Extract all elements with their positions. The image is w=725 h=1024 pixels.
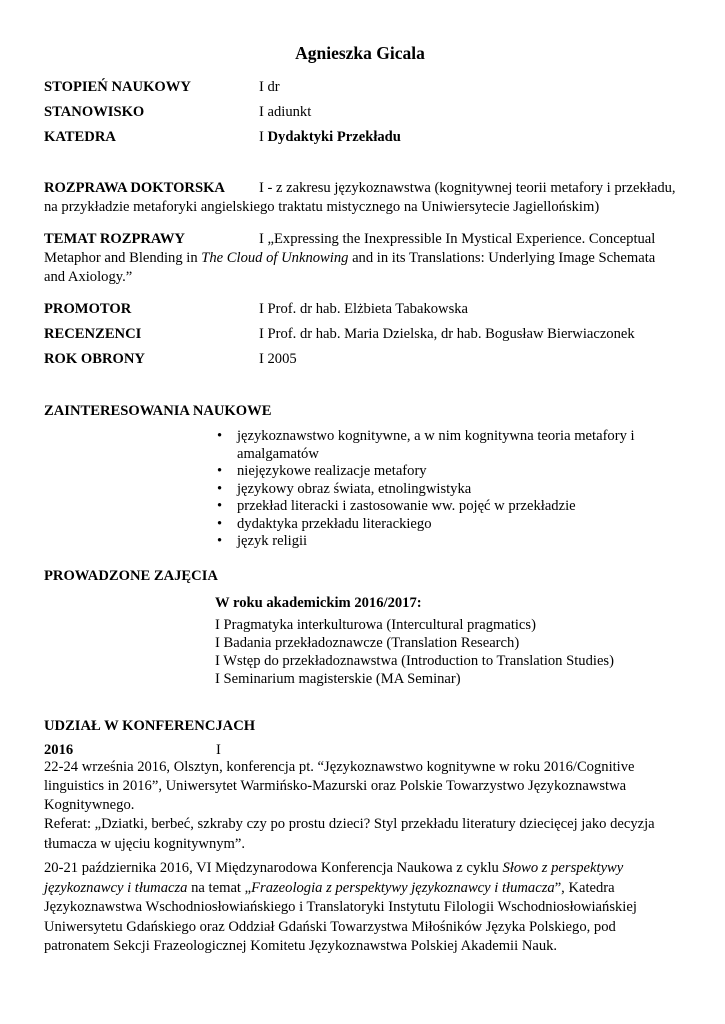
topic-label: TEMAT ROZPRAWY (44, 231, 185, 247)
conference-item (44, 758, 684, 854)
topic-line2 (44, 249, 684, 268)
conference-1-line1: 22-24 września 2016, Olsztyn, konferencja pt. “Językoznawstwo kognitywne w roku 2016/Cognitive (44, 759, 635, 775)
list-item: • przekład literacki i zastosowanie ww. pojęć w przekładzie (217, 498, 576, 514)
bullet-icon: • (217, 480, 223, 497)
course-item: I Seminarium magisterskie (MA Seminar) (215, 671, 461, 687)
page-title: Agnieszka Gicala (295, 43, 425, 63)
interests-heading: ZAINTERESOWANIA NAUKOWE (44, 403, 272, 419)
topic-block (44, 230, 684, 287)
dissertation-line1: I - z zakresu językoznawstwa (kognitywnej teorii metafory i przekładu, (259, 180, 676, 196)
courses-subheading: W roku akademickim 2016/2017: (215, 595, 422, 611)
conference-2-line2: językoznawcy i tłumacza na temat „Frazeologia z perspektywy językoznawcy i tłumacza”, Katedra (44, 879, 615, 896)
conference-1-line4: Referat: „Dziatki, berbeć, szkraby czy po prostu dzieci? Styl przekładu literatury dziecięcej jako decyzja (44, 816, 655, 832)
position-value: I adiunkt (259, 104, 312, 120)
reviewers-value: I Prof. dr hab. Maria Dzielska, dr hab. Bogusław Bierwiaczonek (259, 326, 635, 342)
department-label: KATEDRA (44, 129, 116, 145)
bullet-icon: • (217, 515, 223, 532)
course-item: I Wstęp do przekładoznawstwa (Introduction to Translation Studies) (215, 653, 614, 669)
conference-1-line2: linguistics in 2016”, Uniwersytet Warmińsko-Mazurski oraz Polskie Towarzystwo Językoznawstwa (44, 778, 627, 794)
conference-year-mark: I (216, 742, 221, 758)
conference-1-line3: Kognitywnego. (44, 797, 135, 813)
list-item: • niejęzykowe realizacje metafory (217, 463, 427, 479)
conference-2-line1: 20-21 października 2016, VI Międzynarodowa Konferencja Naukowa z cyklu Słowo z perspektywy (44, 860, 624, 876)
conference-2-line5: patronatem Sekcji Frazeologicznej Komitetu Językoznawstwa Polskiej Akademii Nauk. (44, 938, 558, 955)
dissertation-line2: na przykładzie metaforyki angielskiego traktatu mistycznego na Uniwiersytecie Jagiellońskim) (44, 199, 600, 215)
course-item: I Pragmatyka interkulturowa (Intercultural pragmatics) (215, 617, 536, 633)
bullet-icon: • (217, 533, 223, 549)
reviewers-label: RECENZENCI (44, 326, 142, 342)
position-label: STANOWISKO (44, 104, 145, 120)
conference-1-line5: tłumacza w ujęciu kognitywnym”. (44, 835, 246, 852)
topic-book-title: The Cloud of Unknowing (201, 250, 349, 266)
dissertation-label: ROZPRAWA DOKTORSKA (44, 180, 225, 196)
bullet-icon: • (217, 498, 223, 514)
degree-value: I dr (259, 79, 280, 95)
courses-heading: PROWADZONE ZAJĘCIA (44, 568, 218, 584)
conferences-heading: UDZIAŁ W KONFERENCJACH (44, 718, 256, 734)
course-item: I Badania przekładoznawcze (Translation Research) (215, 635, 520, 651)
interests-list (215, 428, 665, 551)
year-label: ROK OBRONY (44, 351, 145, 367)
conference-item (44, 859, 684, 957)
conference-2-line3: Językoznawstwa Wschodniosłowiańskiego i Translatoryki Instytutu Filologii Wschodniosłowiańskiej (44, 899, 637, 916)
topic-line3: and Axiology.” (44, 269, 133, 285)
dissertation-block (44, 179, 684, 217)
conference-year: 2016 (44, 742, 74, 758)
degree-label: STOPIEŃ NAUKOWY (44, 79, 191, 95)
bullet-icon: • (217, 463, 223, 479)
promotor-value: I Prof. dr hab. Elżbieta Tabakowska (259, 301, 469, 317)
department-name: Dydaktyki Przekładu (267, 129, 401, 145)
conference-2-line4: Uniwersytetu Gdańskiego oraz Oddział Gdański Towarzystwa Miłośników Języka Polskiego, pod (44, 918, 616, 935)
topic-line2-b: and in its Translations: Underlying Image Schemata (348, 250, 656, 266)
topic-line1: I „Expressing the Inexpressible In Mystical Experience. Conceptual (259, 231, 656, 247)
list-item: • językoznawstwo kognitywne, a w nim kognitywna teoria metafory i amalgamatów (217, 428, 635, 462)
department-value (259, 128, 401, 147)
topic-line2-a: Metaphor and Blending in (44, 250, 202, 266)
list-item: • dydaktyka przekładu literackiego (217, 515, 432, 532)
bullet-icon: • (217, 428, 223, 444)
year-value: I 2005 (259, 351, 297, 367)
department-prefix: I (259, 129, 268, 145)
promotor-label: PROMOTOR (44, 301, 132, 317)
list-item: • językowy obraz świata, etnolingwistyka (217, 480, 472, 497)
list-item: • język religii (217, 533, 308, 549)
